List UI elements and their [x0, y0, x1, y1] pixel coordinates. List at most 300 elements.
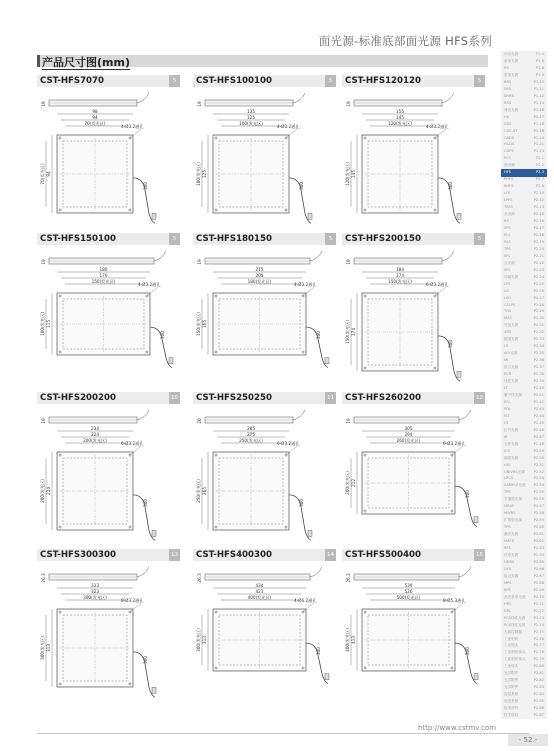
side-cable [459, 410, 471, 420]
sidebar-item-page: P2-71 [533, 601, 544, 606]
sidebar-item-label: ERS [504, 86, 512, 91]
hole-leader [435, 129, 446, 138]
sidebar-item-label: PCS线性光源 [504, 615, 526, 620]
sidebar-item-page: P1-6 [535, 58, 544, 63]
sidebar-item-label: 工业相机镜头 [504, 650, 526, 655]
sidebar-item-label: 点光源 [504, 260, 515, 265]
cable-length-label: 300 [465, 647, 470, 656]
product-name: CST-HFS250250 [196, 393, 272, 403]
width-dimension-label: 323 [91, 589, 99, 594]
cable-length-label: 300 [143, 498, 148, 507]
connector [152, 530, 156, 536]
product-header [37, 549, 180, 561]
height-dimension-label: 413 [351, 636, 356, 644]
sidebar-item-page: P2-47 [533, 434, 544, 439]
hole-label: 4-Ø3.2通孔 [294, 282, 317, 287]
product-header [37, 233, 180, 245]
product-card [342, 389, 485, 544]
width-dimension-label: 224 [91, 432, 99, 437]
emit-height-label: 400(发光区) [345, 628, 350, 652]
product-name: CST-HFS500400 [345, 550, 421, 560]
sidebar-item-page: P2-82 [533, 678, 544, 683]
sidebar-item-page: P2-84 [533, 692, 544, 697]
sidebar-item-page: P2-38 [533, 372, 544, 377]
dimension-drawing [342, 564, 485, 701]
hole-label: 8-Ø5.3通孔 [443, 598, 466, 603]
sidebar-item-label: ICS [504, 448, 510, 453]
hole-leader [286, 446, 297, 455]
width-dimension-label: 333 [91, 583, 99, 588]
sidebar-item-page: P2-21 [533, 253, 544, 258]
width-dimension-label: 94 [92, 115, 98, 120]
sidebar-item-label: RS [504, 219, 509, 223]
product-header [193, 75, 336, 87]
hole-leader [303, 287, 314, 296]
side-cable [137, 567, 149, 577]
sidebar-item-page: P2-56 [533, 497, 544, 502]
cable-length-label: 300 [160, 331, 165, 340]
height-dimension: 26.3 [41, 573, 46, 583]
height-dimension-label: 115 [46, 320, 51, 328]
sidebar-item-label: 光学附件 [504, 685, 519, 690]
sidebar-item-label: 穹顶光源 [504, 323, 519, 328]
product-name: CST-HFS180150 [196, 234, 272, 244]
product-card [37, 72, 180, 227]
width-dimension-label: 180(发光区) [247, 279, 272, 284]
sidebar-item-page: P2-59 [533, 518, 544, 523]
sidebar-item-page: P2-2 [535, 163, 544, 168]
footer-divider [37, 733, 529, 734]
dimension-drawing [193, 90, 336, 227]
sidebar-item-page: P2-63 [533, 546, 544, 551]
sidebar-item-page: P2-57 [533, 504, 544, 509]
width-dimension-label: 200(发光区) [83, 438, 107, 443]
width-dimension-label: 120(发光区) [388, 121, 412, 126]
sidebar-item-page: P2-20 [533, 246, 544, 251]
sidebar-item-page: P2-76 [533, 636, 544, 641]
product-page-badge: 5 [169, 233, 180, 245]
sidebar-item-label: DFS [504, 566, 512, 571]
cable-length-label: 300 [299, 498, 304, 507]
emit-height-label: 250(发光区) [196, 479, 201, 503]
dimension-drawing [342, 407, 485, 544]
product-name: CST-HFS100100 [196, 76, 272, 86]
hole-leader [130, 129, 141, 138]
sidebar-item-page: P2-53 [533, 476, 544, 481]
sidebar-item-label: 光学附件 [504, 678, 519, 683]
sidebar-item-label: 隧道光源 [504, 337, 519, 342]
page-title: 面光源-标准底部面光源 HFS系列 [318, 34, 492, 48]
sidebar-item-label: MBAF [504, 504, 515, 509]
hole-label: 4-Ø6.2通孔 [294, 598, 317, 603]
sidebar-item-label: CDS [504, 121, 512, 126]
width-dimension-label: 100(发光区) [239, 121, 263, 126]
sidebar-item-page: P2-32 [533, 330, 544, 335]
emit-height-label: 150(发光区) [345, 320, 350, 344]
connector [457, 371, 461, 377]
hole-label: 8-Ø3.2通孔 [121, 598, 144, 603]
height-dimension: 20 [197, 418, 202, 424]
sidebar-item-page: P1-16 [533, 107, 544, 112]
side-cable [310, 251, 322, 261]
product-card [37, 389, 180, 544]
sidebar-item-page: P2-68 [533, 580, 544, 585]
sidebar-item-label: AOI光源 [504, 351, 518, 356]
product-header [342, 549, 485, 561]
product-page-badge: 5 [325, 75, 336, 87]
sidebar-item-label: MAS [504, 316, 512, 321]
sidebar-item-label: LPFS [504, 198, 513, 203]
width-dimension-label: 275 [247, 432, 255, 437]
sidebar-item-label: 同轴光源 [504, 274, 519, 279]
sidebar-item-label: HS [504, 114, 509, 119]
connector [308, 530, 312, 536]
sidebar-item-page: P2-3 [535, 170, 544, 175]
sidebar-item-label: 偏振光源 [504, 455, 519, 460]
sidebar-item-label: SPL [504, 267, 511, 272]
sidebar-item-page: P1-23 [533, 149, 544, 154]
sidebar-item-label: CDS-ST [504, 128, 518, 133]
product-name: CST-HFS200200 [40, 393, 116, 403]
sidebar-item-page: P2-60 [533, 525, 544, 530]
hole-leader [130, 446, 141, 455]
sidebar-item-page: P1-17 [533, 114, 544, 119]
sidebar-item-label: 多通道光源 [504, 497, 522, 502]
sidebar-item-label: LSH [504, 295, 511, 300]
page-number: - 52 - [508, 734, 548, 746]
sidebar-item-label: POL [504, 406, 511, 411]
sidebar-item-page: P2-30 [533, 316, 544, 321]
width-dimension-label: 250(发光区) [239, 438, 263, 443]
hole-leader [130, 603, 141, 612]
sidebar-item-label: 紫外线光源 [504, 392, 522, 397]
sidebar-item-page: P2-15 [533, 212, 544, 217]
sidebar-item-label: SPS [504, 225, 511, 230]
height-dimension-label: 265 [202, 487, 207, 495]
width-dimension-label: 305 [404, 426, 413, 431]
sidebar-item-label: ARS [504, 330, 512, 335]
hole-leader [452, 446, 463, 455]
sidebar-item-label: LPS [504, 281, 511, 286]
width-dimension-label: 180 [99, 267, 108, 272]
sidebar-item-label: 扩散型光源 [504, 518, 522, 523]
sidebar-item-label: LT [504, 386, 508, 390]
connector [308, 213, 312, 219]
height-dimension-label: 165 [202, 320, 207, 328]
width-dimension-label: 135 [247, 109, 255, 114]
height-dimension-label: 145 [351, 170, 356, 178]
sidebar-item-page: P2-25 [533, 281, 544, 286]
height-dimension: 19 [346, 259, 351, 265]
section-title [42, 54, 130, 70]
sidebar-item-page: P2-27 [533, 295, 544, 300]
product-page-badge: 14 [325, 549, 336, 561]
hole-leader [303, 603, 314, 612]
sidebar-item-page: P2-16 [533, 219, 544, 223]
emit-height-label: 300(发光区) [40, 636, 45, 660]
sidebar-item-page: P2-35 [533, 351, 544, 356]
emit-height-label: 200(发光区) [40, 479, 45, 503]
height-dimension: 26.3 [197, 573, 202, 583]
sidebar-item-page: P1-9 [535, 72, 544, 77]
sidebar-item-label: HFS [504, 170, 511, 175]
width-dimension-label: 155 [396, 109, 404, 114]
width-dimension-label: 205 [255, 273, 264, 278]
sidebar-item-page: P2-58 [533, 511, 544, 516]
sidebar-item-page: P2-44 [533, 413, 544, 418]
sidebar-item-page: P2-73 [533, 615, 544, 620]
sidebar-item-page: P2-40 [533, 386, 544, 390]
sidebar-item-label: PLS [504, 232, 511, 237]
height-dimension-label: 224 [46, 487, 51, 495]
emit-height-label: 70(发光区) [40, 163, 45, 185]
height-dimension: 19 [197, 101, 202, 107]
product-page-badge: 10 [169, 392, 180, 404]
height-dimension: 19 [197, 259, 202, 265]
sidebar-item-label: 背光光源 [504, 107, 519, 112]
sidebar-item-label: PHFS [504, 177, 514, 182]
sidebar-item-page: P1-18 [533, 121, 544, 126]
sidebar-nav [501, 51, 547, 719]
sidebar-item[interactable] [501, 712, 547, 720]
side-cable [442, 251, 454, 261]
dimension-drawing [37, 90, 180, 227]
product-name: CST-HFS200150 [345, 234, 421, 244]
width-dimension-label: 174 [396, 273, 404, 278]
sidebar-item-label: 线性光源 [504, 379, 519, 384]
product-name: CST-HFS150100 [40, 234, 116, 244]
sidebar-item-page: P2-17 [533, 225, 544, 230]
product-card [342, 546, 485, 701]
height-dimension-label: 174 [351, 328, 356, 336]
sidebar-item-page: P2-45 [533, 420, 544, 425]
sidebar-item-label: 技术资料 [504, 713, 519, 718]
sidebar-item-page: P2-49 [533, 448, 544, 453]
sidebar-item-label: USL [504, 462, 511, 467]
sidebar-item-label: KHFS [504, 184, 514, 189]
sidebar-item-label: PCR [504, 372, 512, 377]
sidebar-item-label: LG [504, 288, 509, 293]
sidebar-item-label: 工业相机镜头 [504, 657, 526, 662]
connector [152, 213, 156, 219]
side-cable [154, 251, 166, 261]
sidebar-item-page: P2-33 [533, 337, 544, 342]
cable-length-label: 300 [316, 647, 321, 656]
sidebar-item-page: P2-79 [533, 657, 544, 662]
height-dimension-label: 313 [202, 636, 207, 644]
sidebar-item-label: MWRS [504, 511, 516, 516]
product-page-badge: 11 [325, 392, 336, 404]
sidebar-item-page: P1-4 [535, 52, 544, 56]
sidebar-item-page: P2-48 [533, 441, 544, 446]
sidebar-item-page: P2-41 [533, 392, 544, 397]
width-dimension-label: 294 [404, 432, 413, 437]
sidebar-item-label: 工业镜头 [504, 643, 519, 648]
hole-label: 4-Ø3.2通孔 [121, 124, 144, 129]
sidebar-item-label: LS [504, 344, 509, 349]
sidebar-item-label: IR [504, 434, 508, 439]
sidebar-item-page: P2-55 [533, 490, 544, 495]
sidebar-item-label: CDPS [504, 149, 514, 154]
side-cable [293, 93, 305, 103]
product-name: CST-HFS400300 [196, 550, 272, 560]
height-dimension-label: 125 [202, 170, 207, 178]
sidebar-item-page: P2-46 [533, 427, 544, 432]
sidebar-item-label: LS [504, 420, 509, 425]
sidebar-item-label: BRS [504, 79, 512, 84]
width-dimension-label: 145 [396, 115, 404, 120]
dimension-drawing [37, 248, 180, 385]
sidebar-item-label: BPS [504, 587, 511, 592]
sidebar-item-label: 光源控制器 [504, 629, 522, 634]
sidebar-item-page: P2-37 [533, 365, 544, 370]
sidebar-item-page: P1-12 [533, 93, 544, 98]
hole-leader [147, 287, 158, 296]
product-name: CST-HFS7070 [40, 76, 104, 86]
sidebar-item-page: P2-50 [533, 455, 544, 460]
dimension-drawing [193, 407, 336, 544]
product-header [193, 233, 336, 245]
sidebar-item-page: P2-81 [533, 671, 544, 676]
hole-label: 4-Ø3.2通孔 [426, 124, 449, 129]
connector [474, 517, 478, 523]
sidebar-item-label: MI [504, 358, 509, 363]
sidebar-item-page: P2-23 [533, 267, 544, 272]
product-header [342, 233, 485, 245]
product-card [37, 546, 180, 701]
sidebar-item-label: 组合光源 [504, 365, 519, 370]
sidebar-item-label: TPS [504, 246, 511, 251]
sidebar-item-page: P1-21 [533, 142, 544, 147]
product-card [342, 72, 485, 227]
sidebar-item-label: PSS [504, 239, 511, 244]
product-header [37, 75, 180, 87]
width-dimension-label: 234 [91, 426, 99, 431]
width-dimension-label: 539 [404, 583, 413, 588]
side-cable [310, 567, 322, 577]
hole-leader [452, 603, 463, 612]
sidebar-item-label: 互补光源 [504, 441, 519, 446]
sidebar-item-page: P2-77 [533, 643, 544, 648]
emit-height-label: 100(发光区) [196, 162, 201, 186]
sidebar-item-page: P2-70 [533, 594, 544, 599]
connector [474, 674, 478, 680]
product-card [193, 72, 336, 227]
height-dimension-label: 94 [46, 171, 51, 177]
sidebar-item-page: P2-54 [533, 483, 544, 488]
sidebar-item-page: P2-18 [533, 232, 544, 237]
sidebar-item-page: P2-13 [533, 205, 544, 210]
sidebar-item-page: P2-62 [533, 539, 544, 544]
height-dimension: 19 [41, 101, 46, 107]
sidebar-item-page: P2-83 [533, 685, 544, 690]
sidebar-item-page: P2-75 [533, 629, 544, 634]
side-cable [293, 410, 305, 420]
height-dimension: 19 [41, 418, 46, 424]
cable-length-label: 300 [448, 339, 453, 348]
sidebar-item-page: P2-86 [533, 706, 544, 711]
width-dimension-label: 215 [255, 267, 264, 272]
product-name: CST-HFS300300 [40, 550, 116, 560]
sidebar-item-page: P2-31 [533, 323, 544, 328]
sidebar-item-page: P2-80 [533, 664, 544, 669]
product-page-badge: 5 [474, 233, 485, 245]
hole-label: 4-Ø3.2通孔 [138, 282, 161, 287]
sidebar-item-label: 条形光源 [504, 72, 519, 77]
height-dimension: 19 [346, 418, 351, 424]
product-page-badge: 12 [474, 392, 485, 404]
width-dimension-label: 184 [396, 267, 404, 272]
product-header [193, 392, 336, 404]
hole-label: 6-Ø3.2通孔 [121, 441, 144, 446]
sidebar-item-page: P2-8 [535, 184, 544, 189]
sidebar-item-label: PCS线性光源 [504, 622, 526, 627]
sidebar-item-page: P2-39 [533, 379, 544, 384]
sidebar-item-label: CBDS [504, 135, 515, 140]
sidebar-item-page: P2-64 [533, 553, 544, 557]
sidebar-item-label: TKFS [504, 205, 513, 210]
sidebar-item-page: P1-14 [533, 100, 544, 105]
emit-height-label: 200(发光区) [345, 471, 350, 495]
cable-length-label: 300 [448, 181, 453, 190]
sidebar-item-page: P2-51 [533, 462, 544, 467]
cable-length-label: 300 [143, 655, 148, 664]
side-cable [137, 410, 149, 420]
sidebar-item-label: MPS [504, 580, 512, 585]
sidebar-item-label: SPL [504, 253, 511, 258]
product-header [342, 75, 485, 87]
cable-length-label: 300 [316, 331, 321, 340]
height-dimension-label: 313 [46, 644, 51, 652]
sidebar-item-page: P2-69 [533, 587, 544, 592]
dimension-drawing [37, 564, 180, 701]
height-dimension: 19 [41, 259, 46, 265]
connector [152, 687, 156, 693]
sidebar-item-label: 环形光源 [504, 52, 519, 56]
width-dimension-label: 125 [247, 115, 255, 120]
sidebar-item-label: ELT [504, 413, 510, 418]
product-page-badge: 5 [325, 233, 336, 245]
emit-height-label: 100(发光区) [40, 312, 45, 336]
width-dimension-label: 70(发光区) [84, 121, 106, 126]
sidebar-item-page: P1-20 [533, 135, 544, 140]
cable-length-label: 300 [143, 181, 148, 190]
emit-height-label: 150(发光区) [196, 312, 201, 336]
emit-height-label: 300(发光区) [196, 628, 201, 652]
sidebar-item-label: 视觉系统 [504, 692, 519, 697]
width-dimension-label: 170 [99, 273, 108, 278]
width-dimension-label: 500(发光区) [396, 595, 421, 600]
side-cable [137, 93, 149, 103]
sidebar-item-label: DPL [504, 608, 511, 613]
width-dimension-label: 150(发光区) [91, 279, 116, 284]
product-card [193, 546, 336, 701]
sidebar-item-page: P2-10 [533, 191, 544, 196]
sidebar-item-label: 环形光源 [504, 553, 519, 557]
sidebar-item-page: P2-28 [533, 302, 544, 307]
sidebar-item-label: 技术资料 [504, 706, 519, 711]
sidebar-item-label: 激光光源 [504, 532, 519, 537]
connector [325, 358, 329, 364]
sidebar-item-label: TPS [504, 525, 511, 530]
product-header [342, 392, 485, 404]
footer-url[interactable]: http://www.cstmv.com [418, 724, 497, 732]
sidebar-item-page: P2-19 [533, 239, 544, 244]
sidebar-item-page: P2-29 [533, 309, 544, 314]
width-dimension-label: 260(发光区) [396, 438, 421, 443]
dimension-drawing [342, 90, 485, 227]
sidebar-item-label: LPCS [504, 476, 513, 481]
